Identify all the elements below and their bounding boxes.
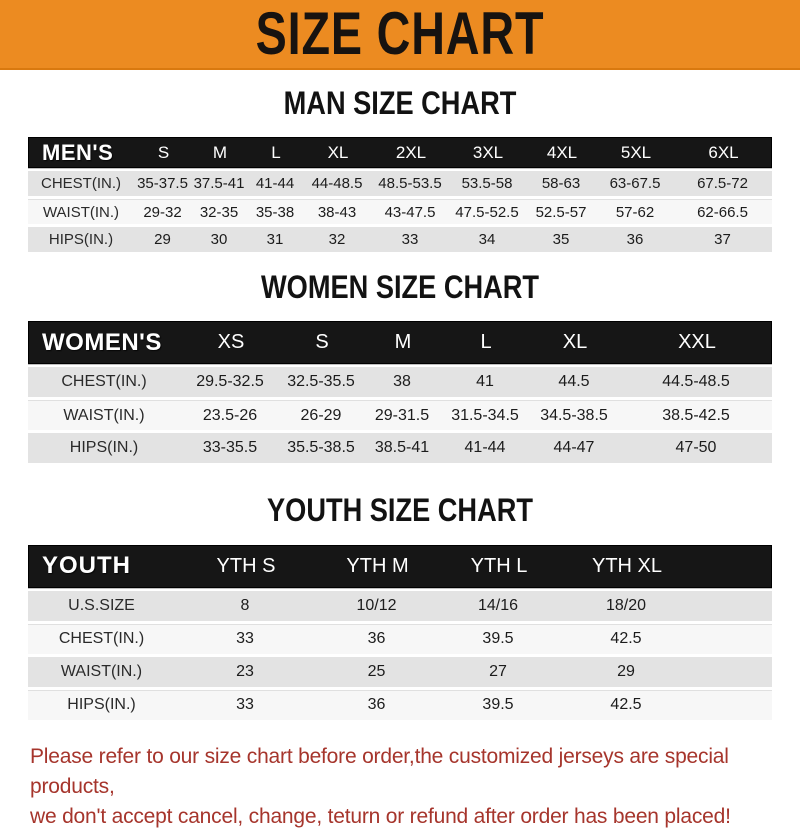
measurement-cell: 62-66.5	[697, 203, 748, 221]
measurement-cell: 33-35.5	[202, 439, 258, 457]
men-table-header	[28, 137, 772, 168]
row-label: HIPS(IN.)	[67, 696, 136, 714]
table-row	[28, 657, 772, 687]
size-column-header: M	[212, 142, 228, 162]
measurement-cell: 41	[476, 373, 494, 391]
measurement-cell: 39.5	[482, 696, 514, 714]
size-column-header: YTH M	[346, 554, 409, 577]
measurement-cell: 38-43	[317, 203, 357, 221]
measurement-cell: 57-62	[615, 203, 655, 221]
measurement-cell: 14/16	[477, 596, 519, 614]
measurement-cell: 35	[552, 231, 570, 249]
measurement-cell: 35-37.5	[137, 175, 188, 193]
table-row	[28, 367, 772, 397]
measurement-cell: 63-67.5	[609, 175, 661, 193]
disclaimer-line-1: Please refer to our size chart before order,the customized jerseys are special products,	[30, 744, 729, 798]
measurement-cell: 44-47	[553, 439, 595, 457]
measurement-cell: 34.5-38.5	[540, 406, 608, 424]
size-column-header: XS	[217, 331, 245, 354]
men-section-heading: MAN SIZE CHART	[283, 85, 517, 121]
measurement-cell: 10/12	[356, 596, 397, 614]
row-label: WAIST(IN.)	[60, 662, 143, 680]
measurement-cell: 58-63	[541, 175, 581, 193]
row-label: CHEST(IN.)	[41, 175, 121, 193]
women-section	[0, 270, 800, 463]
measurement-cell: 32-35	[199, 203, 239, 221]
table-row	[28, 690, 772, 720]
women-size-table	[28, 321, 772, 463]
youth-section-heading: YOUTH SIZE CHART	[267, 492, 533, 529]
measurement-cell: 43-47.5	[384, 203, 436, 221]
banner	[0, 0, 800, 70]
size-column-header: 6XL	[708, 142, 739, 162]
row-label: HIPS(IN.)	[48, 231, 114, 249]
row-label: CHEST(IN.)	[58, 630, 145, 648]
measurement-cell: 42.5	[610, 630, 642, 648]
measurement-cell: 33	[236, 630, 254, 648]
youth-table-header	[28, 545, 772, 588]
size-column-header: YTH S	[216, 554, 276, 577]
measurement-cell: 47-50	[675, 439, 717, 457]
youth-size-table	[28, 545, 772, 720]
youth-category-label: YOUTH	[42, 552, 131, 580]
measurement-cell: 32.5-35.5	[287, 373, 355, 391]
size-column-header: S	[315, 331, 329, 354]
measurement-cell: 38.5-41	[374, 439, 430, 457]
table-row	[28, 433, 772, 463]
disclaimer-line-2: we don't accept cancel, change, teturn or refund after order has been placed!	[30, 804, 731, 828]
women-category-label: WOMEN'S	[42, 328, 162, 356]
youth-section	[0, 493, 800, 719]
measurement-cell: 33	[236, 696, 254, 714]
measurement-cell: 23	[236, 662, 254, 680]
measurement-cell: 44.5	[558, 373, 590, 391]
size-column-header: YTH L	[470, 554, 528, 577]
size-column-header: 2XL	[395, 142, 427, 162]
measurement-cell: 36	[626, 231, 644, 249]
measurement-cell: 29	[617, 662, 635, 680]
measurement-cell: 29-32	[143, 203, 182, 221]
measurement-cell: 27	[489, 662, 507, 680]
size-column-header: 5XL	[620, 142, 652, 162]
measurement-cell: 33	[401, 231, 419, 249]
table-row	[28, 199, 772, 224]
measurement-cell: 44.5-48.5	[662, 373, 730, 391]
table-row	[28, 591, 772, 621]
size-column-header: XL	[562, 331, 588, 354]
size-column-header: L	[271, 142, 281, 162]
measurement-cell: 34	[478, 231, 496, 249]
measurement-cell: 38	[393, 373, 411, 391]
measurement-cell: 36	[367, 630, 386, 648]
size-column-header: XL	[327, 142, 349, 162]
measurement-cell: 29	[154, 231, 171, 249]
measurement-cell: 39.5	[482, 630, 514, 648]
row-label: WAIST(IN.)	[42, 203, 120, 221]
measurement-cell: 44-48.5	[311, 175, 363, 193]
size-column-header: L	[480, 331, 492, 354]
measurement-cell: 30	[210, 231, 228, 249]
measurement-cell: 31	[266, 231, 284, 249]
measurement-cell: 35-38	[255, 203, 295, 221]
measurement-cell: 37.5-41	[193, 175, 245, 193]
measurement-cell: 29.5-32.5	[196, 373, 264, 391]
women-section-heading: WOMEN SIZE CHART	[260, 269, 540, 306]
measurement-cell: 52.5-57	[535, 203, 587, 221]
measurement-cell: 47.5-52.5	[455, 203, 519, 221]
measurement-cell: 37	[714, 231, 731, 249]
table-row	[28, 227, 772, 252]
size-column-header: M	[394, 331, 412, 354]
table-row	[28, 171, 772, 196]
row-label: HIPS(IN.)	[69, 439, 139, 457]
size-column-header: S	[157, 142, 170, 162]
measurement-cell: 26-29	[300, 406, 342, 424]
row-label: CHEST(IN.)	[61, 373, 147, 391]
measurement-cell: 67.5-72	[697, 175, 748, 193]
row-label: U.S.SIZE	[68, 596, 135, 614]
measurement-cell: 36	[367, 696, 386, 714]
measurement-cell: 35.5-38.5	[287, 439, 355, 457]
size-column-header: XXL	[678, 331, 716, 354]
measurement-cell: 42.5	[610, 696, 642, 714]
size-column-header: YTH XL	[591, 554, 663, 577]
measurement-cell: 38.5-42.5	[662, 406, 730, 424]
measurement-cell: 41-44	[255, 175, 295, 193]
order-disclaimer-note	[30, 742, 800, 832]
measurement-cell: 23.5-26	[202, 406, 258, 424]
table-row	[28, 624, 772, 654]
row-label: WAIST(IN.)	[63, 406, 145, 424]
men-size-table	[28, 137, 772, 252]
size-column-header: 4XL	[546, 142, 578, 162]
table-row	[28, 400, 772, 430]
measurement-cell: 53.5-58	[461, 175, 513, 193]
page-title: SIZE CHART	[255, 0, 545, 68]
measurement-cell: 31.5-34.5	[451, 406, 519, 424]
measurement-cell: 25	[367, 662, 386, 680]
measurement-cell: 29-31.5	[374, 406, 430, 424]
measurement-cell: 41-44	[464, 439, 506, 457]
men-section	[0, 86, 800, 252]
size-column-header: 3XL	[472, 142, 504, 162]
measurement-cell: 18/20	[605, 596, 647, 614]
measurement-cell: 48.5-53.5	[378, 175, 442, 193]
men-category-label: MEN'S	[42, 139, 114, 165]
measurement-cell: 8	[240, 596, 250, 614]
women-table-header	[28, 321, 772, 364]
measurement-cell: 32	[328, 231, 346, 249]
